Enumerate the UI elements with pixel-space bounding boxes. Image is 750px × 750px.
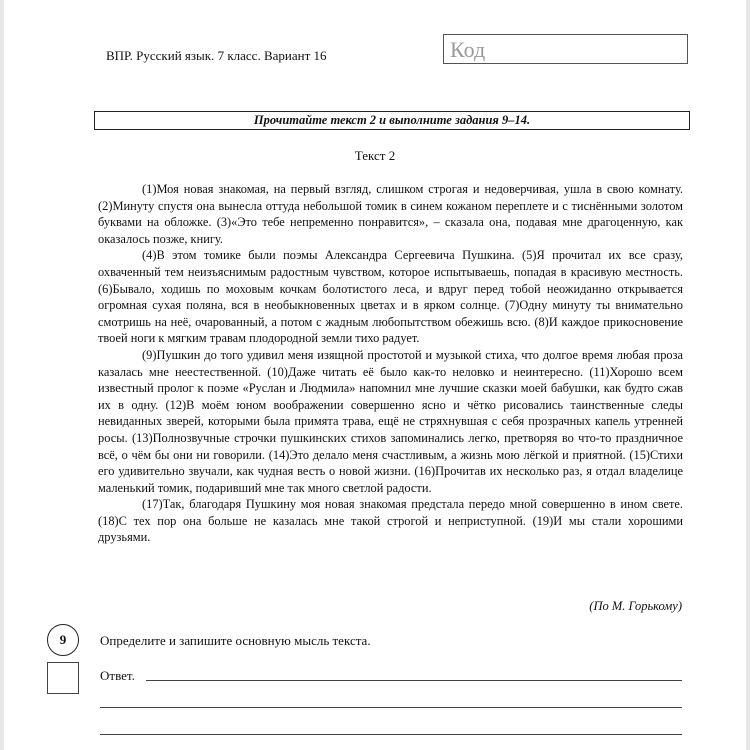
text-source: (По М. Горькому)	[589, 599, 682, 613]
score-box[interactable]	[47, 662, 79, 694]
page-edge-left	[0, 0, 4, 750]
paragraph: (1)Моя новая знакомая, на первый взгляд, слишком строгая и недоверчивая, ушла в свою комнату. (2)Минуту спустя она вынесла оттуда небольшой томик в синем кожаном переплете и с тиснёнными золотом буквами на обложке. (3)«Это тебе непременно понравится», – сказала она, подавая мне драгоценную, как оказалось позже, книгу.	[98, 182, 683, 246]
paragraph: (9)Пушкин до того удивил меня изящной простотой и музыкой стиха, что долгое время любая проза казалась мне неестественной. (10)Даже читать её было как-то неловко и неинтересно. (11)Хорошо всем известный пролог к поэме «Руслан и Людмила» напомнил мне лучшие сказки моей бабушки, как будто сжав их в одну. (12)В моём юном воображении совершенно ясно и чётко рисовались таинственные следы невиданных зверей, которыми была примята трава, ещё не стряхнувшая с себя прозрачных капель утренней росы. (13)Полнозвучные строчки пушкинских стихов запоминались легко, претворяя во что-то праздничное всё, о чём бы они ни говорили. (14)Это делало меня счастливым, а жизнь мою лёгкой и приятной. (15)Стихи его удивительно звучали, как чудная весть о новой жизни. (16)Прочитав их несколько раз, я отдал владелице маленький томик, подаривший мне так много светлой радости.	[98, 347, 683, 495]
answer-label: Ответ.	[100, 668, 135, 683]
text-title: Текст 2	[354, 148, 396, 163]
paragraph: (17)Так, благодаря Пушкину моя новая знакомая предстала передо мной совершенно в ином свете. (18)С тех пор она больше не казалась мне такой строгой и неприступной. (19)И мы стали хорошими друзьями.	[98, 497, 683, 545]
page-edge-right	[746, 0, 750, 750]
code-label: Код	[450, 37, 486, 62]
task-prompt: Определите и запишите основную мысль текста.	[100, 633, 371, 648]
instruction-box: Прочитайте текст 2 и выполните задания 9–14.	[94, 111, 690, 130]
paragraph: (4)В этом томике были поэмы Александра Сергеевича Пушкина. (5)Я прочитал их все сразу, охваченный тем неизъяснимым радостным чувством, которое испытываешь, попадая в красивую местность. (6)Бывало, ходишь по моховым кочкам болотистого леса, и вдруг перед тобой неожиданно открывается огромная сухая поляна, вся в необыкновенных цветах и в ярком солнце. (7)Одну минуту ты внимательно смотришь на неё, очарованный, а потом с жадным любопытством обежишь всю. (8)И каждое прикосновение твоей ноги к мягким травам плодородной земли тихо радует.	[98, 248, 683, 346]
task-number-badge: 9	[47, 624, 79, 656]
answer-line[interactable]	[100, 734, 682, 735]
header-title: ВПР. Русский язык. 7 класс. Вариант 16	[106, 48, 327, 63]
reading-text	[98, 181, 683, 546]
answer-line[interactable]	[100, 707, 682, 708]
code-field[interactable]	[443, 34, 688, 64]
answer-line[interactable]	[146, 680, 682, 681]
